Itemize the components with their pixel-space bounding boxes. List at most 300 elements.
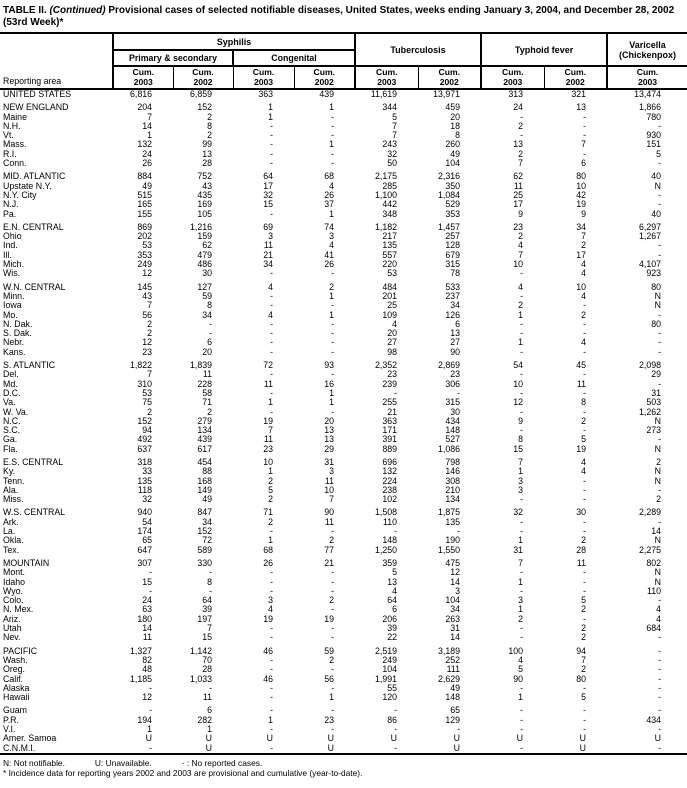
value-cell: - [583,715,587,725]
value-cell: 7 [581,232,587,242]
value-cell: 149 [197,485,212,495]
value-cell: 23 [450,370,461,380]
value-cell: 637 [137,444,152,454]
area-cell: Wis. [3,269,21,279]
area-cell: Colo. [3,596,24,606]
value-cell: 4 [329,181,335,191]
value-cell: 350 [445,181,461,191]
value-cell: 23 [324,715,335,725]
value-cell: 63 [142,605,152,615]
value-cell: 30 [450,407,461,417]
value-cell: 4 [268,605,273,615]
table-row [0,624,687,633]
value-cell: 2 [518,614,524,624]
value-cell: 43 [202,181,212,191]
value-cell: - [331,706,335,716]
value-cell: 243 [382,140,398,150]
value-cell: 7 [329,495,335,505]
value-cell: - [331,577,335,587]
value-cell: - [331,347,335,357]
value-cell: 2 [329,596,335,606]
table-row [0,389,687,398]
value-cell: 363 [258,89,273,99]
value-cell: 780 [646,112,662,122]
value-cell: - [520,269,524,279]
value-cell: 2 [268,495,273,505]
value-cell: - [658,665,662,675]
value-cell: - [520,319,524,329]
value-cell: 252 [445,655,461,665]
value-cell: - [520,715,524,725]
value-cell: 647 [137,545,152,555]
value-cell: - [209,329,212,339]
value-cell: 8 [207,577,212,587]
table-row [0,380,687,389]
value-cell: 310 [137,379,152,389]
value-cell: 1 [329,103,335,113]
value-cell: - [658,517,662,527]
table-row [0,435,687,444]
table-row [0,191,687,200]
value-cell: - [658,200,662,210]
value-cell: 1 [518,467,524,477]
area-cell: Md. [3,379,18,389]
value-cell: 313 [508,89,524,99]
value-cell: 503 [646,398,662,408]
value-cell: - [270,527,273,537]
value-cell: 1 [518,577,524,587]
value-cell: - [658,743,662,753]
value-cell: 1 [268,536,273,546]
value-cell: - [658,725,662,734]
value-cell: 847 [197,508,212,518]
value-cell: 7 [518,250,524,260]
value-cell: - [331,329,335,339]
area-cell: N.C. [3,416,21,426]
value-cell: 7 [147,370,152,380]
value-cell: 2,629 [438,674,461,684]
value-cell: 11 [263,241,273,251]
area-cell: S.C. [3,426,21,436]
area-cell: Mont. [3,568,26,578]
value-cell: - [658,379,662,389]
value-cell: 32 [387,149,398,159]
value-cell: 3 [268,232,273,242]
value-cell: 13,971 [433,89,461,99]
area-cell: N.H. [3,121,21,131]
value-cell: 48 [142,665,152,675]
area-cell: V.I. [3,725,16,734]
value-cell: 34 [202,310,212,320]
value-cell: 802 [646,558,662,568]
value-cell: 1 [268,467,273,477]
value-cell: 64 [263,172,273,182]
value-cell: 20 [202,347,212,357]
value-cell: 19 [263,614,273,624]
value-cell: 10 [263,457,273,467]
value-cell: 59 [324,646,335,656]
area-cell: Del. [3,370,19,380]
value-cell: - [331,149,335,159]
table-row [0,283,687,292]
value-cell: 6 [207,706,212,716]
value-cell: - [583,577,587,587]
value-cell: - [583,131,587,141]
value-cell: 2 [581,241,587,251]
cum-year-header: Cum. 2003 [355,66,418,89]
value-cell: 110 [647,586,662,596]
value-cell: - [270,665,273,675]
value-cell: 1 [147,725,152,734]
table-row [0,665,687,674]
value-cell: 484 [382,282,398,292]
value-cell: 2 [329,282,335,292]
area-cell: Ariz. [3,614,21,624]
value-cell: - [394,527,398,537]
value-cell: - [394,725,398,734]
value-cell: 475 [445,558,461,568]
value-cell: 363 [382,416,398,426]
value-cell: 24 [142,596,152,606]
value-cell: - [270,338,273,348]
value-cell: 20 [387,329,398,339]
value-cell: 155 [137,209,152,219]
table-row [0,693,687,702]
value-cell: 72 [202,536,212,546]
table-row [0,311,687,320]
value-cell: 70 [202,655,212,665]
table-header [0,33,687,89]
value-cell: 17 [576,250,587,260]
area-cell: MOUNTAIN [3,558,50,568]
table-row [0,361,687,370]
value-cell: 23 [263,444,273,454]
value-cell: - [270,568,273,578]
value-cell: 1 [518,536,524,546]
value-cell: 2,352 [375,361,398,371]
value-cell: 11,619 [370,89,398,99]
value-cell: 10 [513,260,524,270]
value-cell: - [331,586,335,596]
value-cell: 7 [581,140,587,150]
value-cell: 486 [197,260,212,270]
value-cell: 439 [319,89,335,99]
value-cell: U [390,734,398,744]
table-row [0,241,687,250]
value-cell: - [331,605,335,615]
value-cell: 26 [324,260,335,270]
value-cell: 148 [445,693,461,703]
value-cell: 1,084 [438,190,461,200]
value-cell: 65 [142,536,152,546]
value-cell: 348 [382,209,398,219]
value-cell: 11 [513,181,524,191]
cum-year-header: Cum. 2003 [233,66,294,89]
value-cell: 49 [450,683,461,693]
value-cell: 19 [324,614,335,624]
value-cell: - [520,370,524,380]
value-cell: - [209,683,212,693]
area-cell: E.S. CENTRAL [3,457,64,467]
value-cell: 1,185 [129,674,152,684]
value-cell: 435 [197,190,212,200]
value-cell: - [583,485,587,495]
value-cell: 23 [513,222,524,232]
value-cell: 1,262 [639,407,662,417]
value-cell: - [331,370,335,380]
value-cell: 210 [445,485,461,495]
area-cell: C.N.M.I. [3,743,36,753]
value-cell: 308 [445,476,461,486]
value-cell: 29 [651,370,662,380]
value-cell: 49 [142,181,152,191]
value-cell: 940 [137,508,152,518]
value-cell: 2 [518,121,524,131]
value-cell: - [658,338,662,348]
value-cell: N [654,476,662,486]
value-cell: 20 [324,416,335,426]
value-cell: - [331,159,335,169]
value-cell: 24 [142,149,152,159]
area-cell: UNITED STATES [3,89,72,99]
value-cell: 1,216 [189,222,212,232]
value-cell: 14 [450,633,461,643]
value-cell: 132 [382,467,398,477]
value-cell: - [149,683,152,693]
table-row [0,467,687,476]
value-cell: 5 [581,596,587,606]
value-cell: 2 [329,655,335,665]
value-cell: 923 [646,269,662,279]
value-cell: 279 [197,416,212,426]
value-cell: 126 [445,310,461,320]
table-row [0,338,687,347]
value-cell: 59 [202,291,212,301]
value-cell: 71 [263,508,273,518]
value-cell: 4 [581,260,587,270]
area-cell: S. ATLANTIC [3,361,56,371]
value-cell: - [520,131,524,141]
area-cell: Ark. [3,517,19,527]
reporting-area-header: Reporting area [0,33,113,89]
table-label: TABLE II. [3,5,47,16]
table-row [0,744,687,754]
value-cell: 4,107 [639,260,662,270]
table-row [0,508,687,517]
value-cell: - [457,725,461,734]
value-cell: 217 [382,232,398,242]
value-cell: 20 [450,112,461,122]
value-cell: 353 [137,250,152,260]
value-cell: 6,859 [189,89,212,99]
value-cell: 9 [518,416,524,426]
value-cell: 10 [324,485,335,495]
cum-year-header: Cum. 2002 [418,66,481,89]
value-cell: 32 [513,508,524,518]
area-cell: MID. ATLANTIC [3,172,66,182]
value-cell: - [331,301,335,311]
value-cell: 4 [656,605,662,615]
area-cell: W.S. CENTRAL [3,508,66,518]
table-row [0,301,687,310]
value-cell: 1,327 [129,646,152,656]
value-cell: 1 [207,725,212,734]
value-cell: 71 [202,398,212,408]
value-cell: 27 [450,338,461,348]
value-cell: 53 [142,241,152,251]
value-cell: - [270,347,273,357]
value-cell: 1,875 [438,508,461,518]
value-cell: 224 [382,476,398,486]
value-cell: 78 [450,269,461,279]
value-cell: 46 [263,646,273,656]
cum-year-header: Cum. 2003 [607,66,687,89]
value-cell: 4 [268,310,273,320]
value-cell: 260 [445,140,461,150]
value-cell: - [658,633,662,643]
value-cell: 100 [508,646,524,656]
value-cell: 1,508 [375,508,398,518]
value-cell: 134 [197,426,212,436]
value-cell: - [658,435,662,445]
table-row [0,559,687,568]
value-cell: 257 [445,232,461,242]
value-cell: - [331,319,335,329]
area-cell: Ga. [3,435,18,445]
value-cell: 4 [581,269,587,279]
value-cell: 1,267 [639,232,662,242]
value-cell: 165 [137,200,152,210]
value-cell: 24 [513,103,524,113]
table-row [0,734,687,743]
value-cell: 3 [455,586,461,596]
area-cell: Ill. [3,250,12,260]
value-cell: - [583,301,587,311]
value-cell: 69 [263,222,273,232]
value-cell: 5 [268,485,273,495]
value-cell: 34 [202,517,212,527]
value-cell: 1,822 [129,361,152,371]
value-cell: - [270,121,273,131]
value-cell: 1 [518,338,524,348]
area-cell: Miss. [3,495,24,505]
value-cell: 6 [581,159,587,169]
value-cell: 13 [387,577,398,587]
value-cell: 74 [324,222,335,232]
value-cell: 145 [137,282,152,292]
value-cell: 5 [656,149,662,159]
value-cell: 442 [382,200,398,210]
value-cell: 2,098 [639,361,662,371]
value-cell: 4 [518,655,524,665]
value-cell: 7 [518,558,524,568]
value-cell: 1 [518,605,524,615]
value-cell: 7 [518,457,524,467]
value-cell: 321 [571,89,587,99]
value-cell: 104 [382,665,398,675]
value-cell: 353 [445,209,461,219]
cum-year-header: Cum. 2002 [173,66,233,89]
area-cell: Amer. Samoa [3,734,57,744]
table-row [0,89,687,99]
value-cell: 111 [446,665,461,675]
value-cell: N [654,291,662,301]
table-row [0,223,687,232]
value-cell: - [658,241,662,251]
value-cell: 109 [382,310,398,320]
cum-year-header: Cum. 2003 [113,66,173,89]
value-cell: 2 [581,633,587,643]
value-cell: 8 [207,121,212,131]
value-cell: - [658,121,662,131]
value-cell: - [520,527,524,537]
value-cell: 151 [646,140,662,150]
value-cell: 1 [268,398,273,408]
value-cell: 8 [518,435,524,445]
value-cell: 152 [197,103,212,113]
value-cell: 1,457 [438,222,461,232]
value-cell: - [583,517,587,527]
table-row [0,706,687,715]
table-row [0,172,687,181]
area-cell: Mo. [3,310,18,320]
table-row [0,527,687,536]
value-cell: 99 [202,140,212,150]
value-cell: 40 [651,172,662,182]
value-cell: 102 [382,495,398,505]
area-cell: Nebr. [3,338,25,348]
value-cell: U [266,734,273,744]
value-cell: 11 [202,693,212,703]
value-cell: - [583,495,587,505]
value-cell: 50 [387,159,398,169]
value-cell: 1 [147,131,152,141]
value-cell: 3 [518,596,524,606]
value-cell: 159 [197,232,212,242]
table-row [0,113,687,122]
value-cell: 64 [202,596,212,606]
value-cell: U [327,743,335,753]
value-cell: 330 [197,558,212,568]
value-cell: 1,839 [189,361,212,371]
value-cell: - [270,577,273,587]
value-cell: 19 [263,416,273,426]
value-cell: 62 [513,172,524,182]
value-cell: U [516,734,524,744]
value-cell: 19 [576,444,587,454]
area-cell: N. Mex. [3,605,34,615]
value-cell: 190 [445,536,461,546]
value-cell: 201 [382,291,398,301]
value-cell: 12 [142,269,152,279]
value-cell: 56 [324,674,335,684]
notifiable-diseases-table [0,32,687,755]
value-cell: - [270,149,273,159]
value-cell: - [394,388,398,398]
value-cell: - [658,310,662,320]
table-row [0,495,687,504]
value-cell: 54 [142,517,152,527]
table-row [0,605,687,614]
value-cell: 34 [576,222,587,232]
value-cell: 359 [382,558,398,568]
value-cell: 30 [576,508,587,518]
value-cell: 228 [197,379,212,389]
value-cell: 168 [197,476,212,486]
value-cell: - [583,370,587,380]
value-cell: 617 [197,444,212,454]
value-cell: 263 [445,614,461,624]
